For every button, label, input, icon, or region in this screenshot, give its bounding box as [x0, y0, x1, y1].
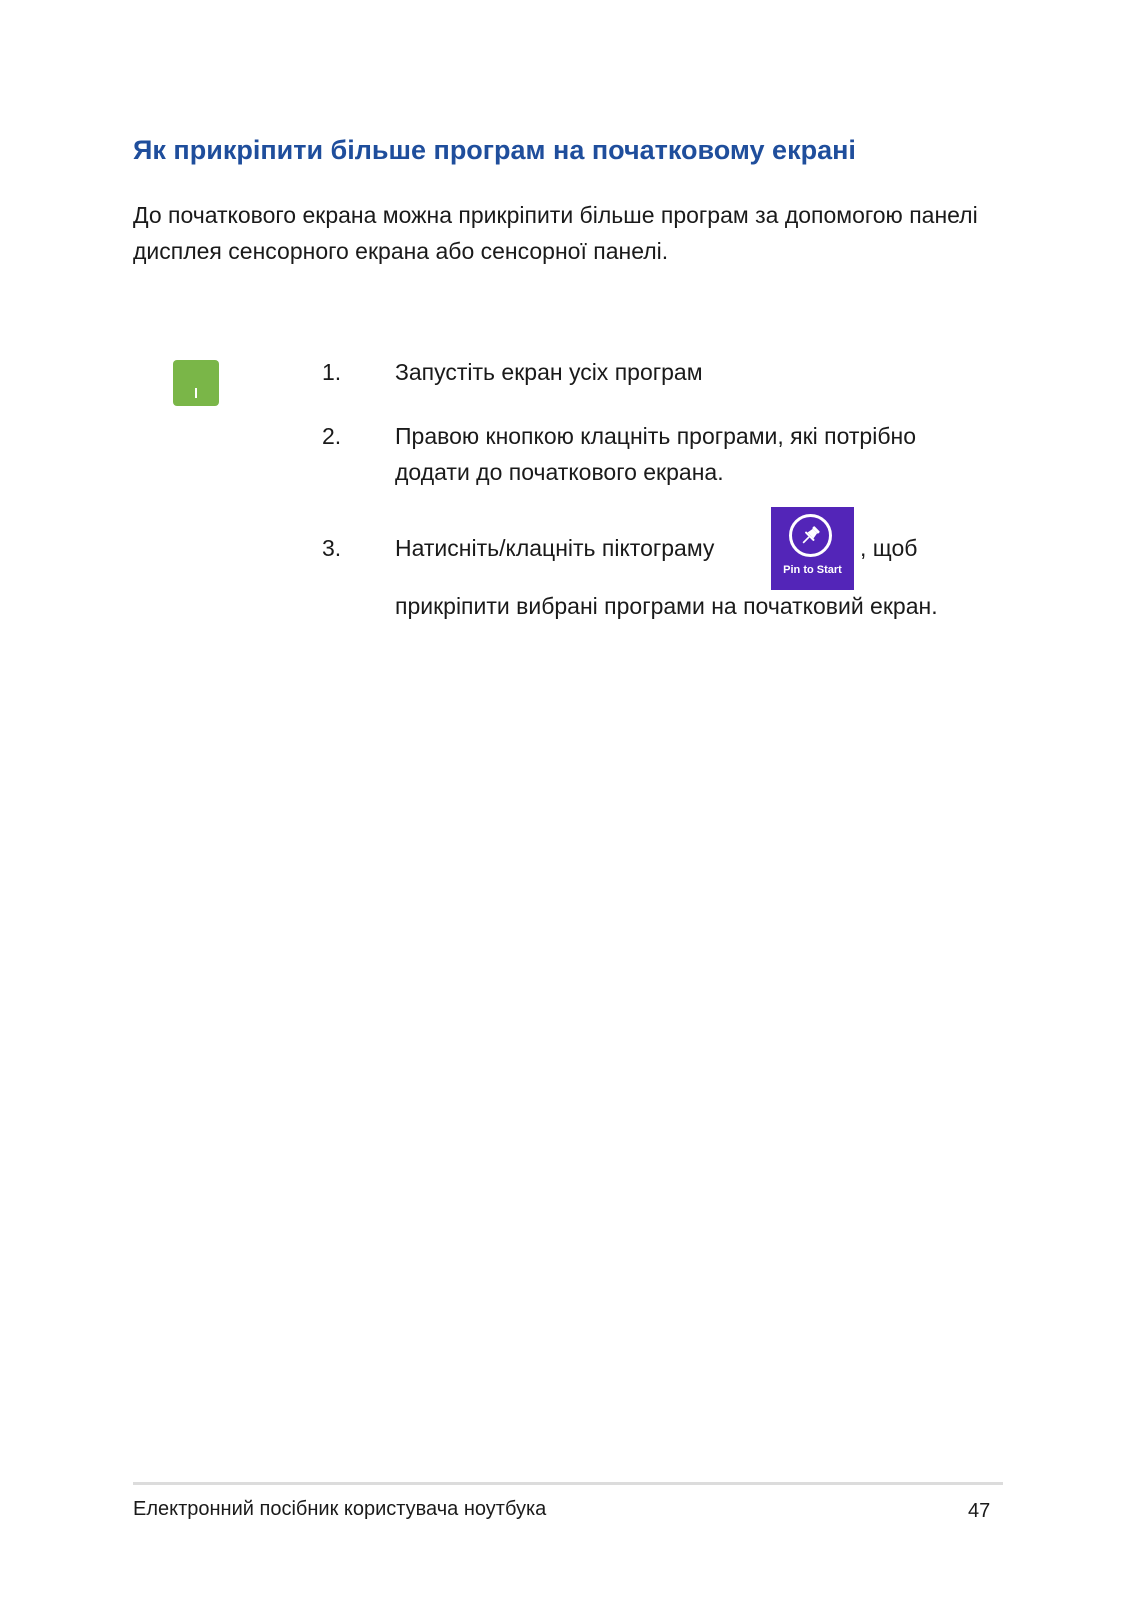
step-text: Правою кнопкою клацніть програми, які потрібно додати до початкового екрана.: [395, 423, 917, 485]
touchpad-icon: [173, 360, 219, 406]
pushpin-icon: [789, 514, 832, 557]
step-text: Запустіть екран усіх програм: [395, 359, 703, 385]
step-number: 2.: [322, 423, 342, 449]
footer-divider: [133, 1482, 1003, 1485]
step-text: Натисніть/клацніть піктограму: [395, 535, 715, 561]
step-number: 1.: [322, 359, 342, 385]
page-heading: Як прикріпити більше програм на початковому екрані: [133, 135, 856, 165]
step-text-after-icon: , щоб: [860, 535, 918, 561]
pin-to-start-icon: [771, 507, 854, 590]
page-number: 47: [968, 1500, 991, 1522]
step-number: 3.: [322, 535, 342, 561]
pin-to-start-label: Pin to Start: [783, 564, 842, 576]
footer-title: Електронний посібник користувача ноутбука: [133, 1498, 547, 1520]
step-text-continuation: прикріпити вибрані програми на початковий екран.: [395, 593, 938, 619]
intro-paragraph: До початкового екрана можна прикріпити більше програм за допомогою панелі дисплея сенсорного екрана або сенсорної панелі.: [133, 202, 978, 264]
